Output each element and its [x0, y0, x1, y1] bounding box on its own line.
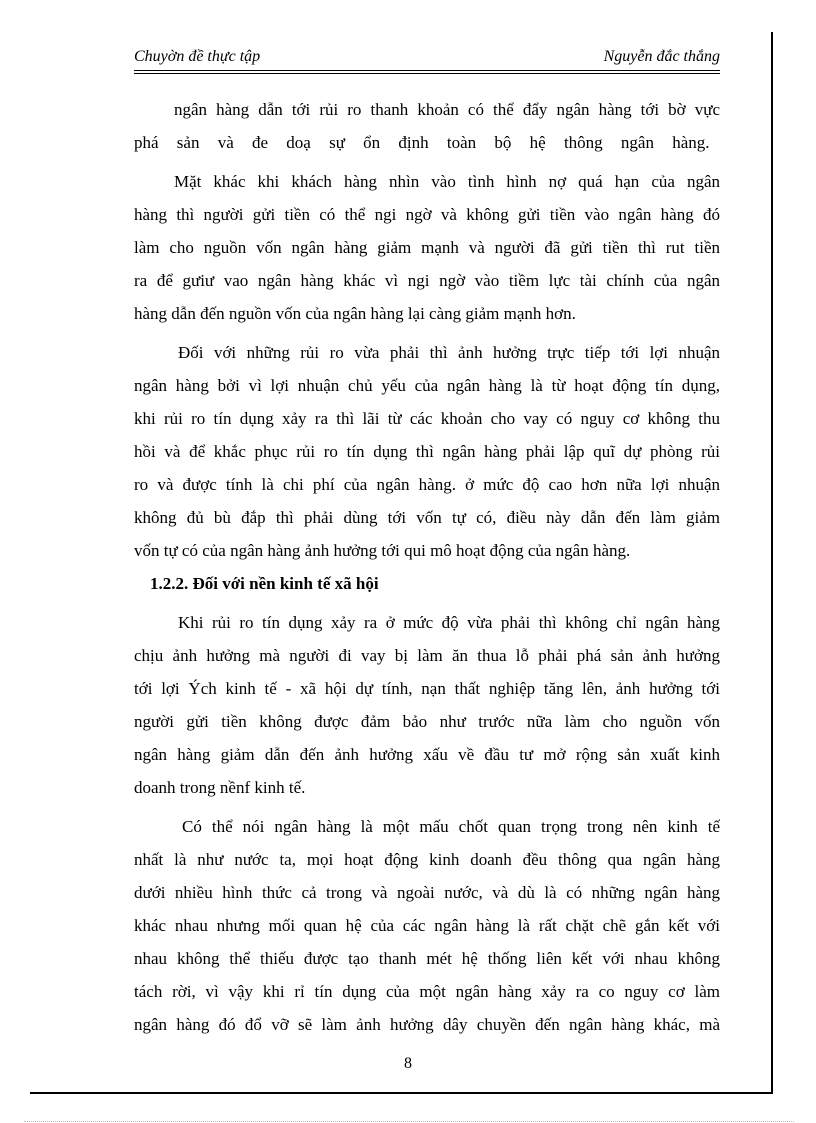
text-line: tới lợi Ých kinh tế - xã hội dự tính, nạn thất nghiệp tăng lên, ảnh hưởng tới [134, 679, 720, 698]
text-line: Có thể nói ngân hàng là một mấu chốt quan trọng trong nên kinh tế [182, 817, 720, 836]
text-line: hồi và để khắc phục rủi ro tín dụng thì ngân hàng phải lập quĩ dự phòng rủi [134, 442, 720, 461]
document-body [134, 93, 720, 1041]
text-line: Khi rủi ro tín dụng xảy ra ở mức độ vừa phải thì không chỉ ngân hàng [178, 613, 720, 632]
text-line: chịu ảnh hưởng mà người đi vay bị làm ăn thua lỗ phải phá sản ảnh hưởng [134, 646, 720, 665]
text-line: Mặt khác khi khách hàng nhìn vào tình hình nợ quá hạn của ngân [174, 172, 720, 191]
text-line: ngân hàng dẫn tới rủi ro thanh khoản có thể đẩy ngân hàng tới bờ vực [174, 100, 720, 119]
section-heading: 1.2.2. Đối với nền kinh tế xã hội [150, 574, 379, 593]
page-edge-dotted [24, 1121, 794, 1122]
text-line: không đủ bù đắp thì phải dùng tới vốn tự có, điều này dẫn đến làm giảm [134, 508, 720, 527]
header-rule-double [134, 73, 720, 74]
text-line: doanh trong nềnf kinh tế. [134, 778, 306, 797]
text-line: ngân hàng bởi vì lợi nhuận chủ yếu của ngân hàng là từ hoạt động tín dụng, [134, 376, 720, 395]
paragraph [134, 93, 720, 159]
text-line: ra để gưiư vao ngân hàng khác vì ngi ngờ vào tiềm lực tài chính của ngân [134, 271, 720, 290]
paragraph [134, 606, 720, 804]
header-rule [134, 70, 720, 71]
text-line: nhất là như nước ta, mọi hoạt động kinh doanh đều thông qua ngân hàng [134, 850, 720, 869]
text-line: ro và được tính là chi phí của ngân hàng. ở mức độ cao hơn nữa lợi nhuận [134, 475, 720, 494]
paragraph [134, 336, 720, 567]
text-line: khi rủi ro tín dụng xảy ra thì lãi từ các khoản cho vay có nguy cơ không thu [134, 409, 720, 428]
text-line: nhau không thể thiếu được tạo thanh mét hệ thống liên kết với nhau không [134, 949, 720, 968]
running-header [134, 48, 720, 70]
page-number: 8 [404, 1055, 412, 1072]
header-right-author: Nguyễn đắc thắng [603, 48, 720, 65]
paragraph [134, 810, 720, 1041]
text-line: ngân hàng đó đổ vỡ sẽ làm ảnh hưởng dây chuyền đến ngân hàng khác, mà [134, 1015, 720, 1034]
text-line: khác nhau nhưng mối quan hệ của các ngân hàng là rất chặt chẽ gắn kết với [134, 916, 720, 935]
text-line: dưới nhiều hình thức cả trong và ngoài nước, và dù là có những ngân hàng [134, 883, 720, 902]
page-frame-right [771, 32, 773, 1092]
text-line: hàng dẫn đến nguồn vốn của ngân hàng lại càng giảm mạnh hơn. [134, 304, 576, 323]
text-line: tách rời, vì vậy khi rỉ tín dụng của một ngân hàng xảy ra co nguy cơ làm [134, 982, 720, 1001]
text-line: Đối với những rủi ro vừa phải thì ảnh hưởng trực tiếp tới lợi nhuận [178, 343, 720, 362]
page-frame-bottom [30, 1092, 773, 1094]
paragraph [134, 165, 720, 330]
text-line: người gửi tiền không được đảm bảo như trước nữa làm cho nguồn vốn [134, 712, 720, 731]
text-line: phá sản và đe doạ sự ổn định toàn bộ hệ thông ngân hàng. [134, 133, 710, 152]
text-line: vốn tự có của ngân hàng ảnh hưởng tới qui mô hoạt động của ngân hàng. [134, 541, 631, 560]
text-line: ngân hàng giảm dẫn đến ảnh hưởng xấu về đầu tư mở rộng sản xuất kinh [134, 745, 720, 764]
text-line: hàng thì người gửi tiền có thể ngi ngờ và không gửi tiền vào ngân hàng đó [134, 205, 720, 224]
text-line: làm cho nguồn vốn ngân hàng giảm mạnh và người đã gửi tiền thì rut tiền [134, 238, 720, 257]
header-left-title: Chuyờn đề thực tập [134, 48, 261, 65]
